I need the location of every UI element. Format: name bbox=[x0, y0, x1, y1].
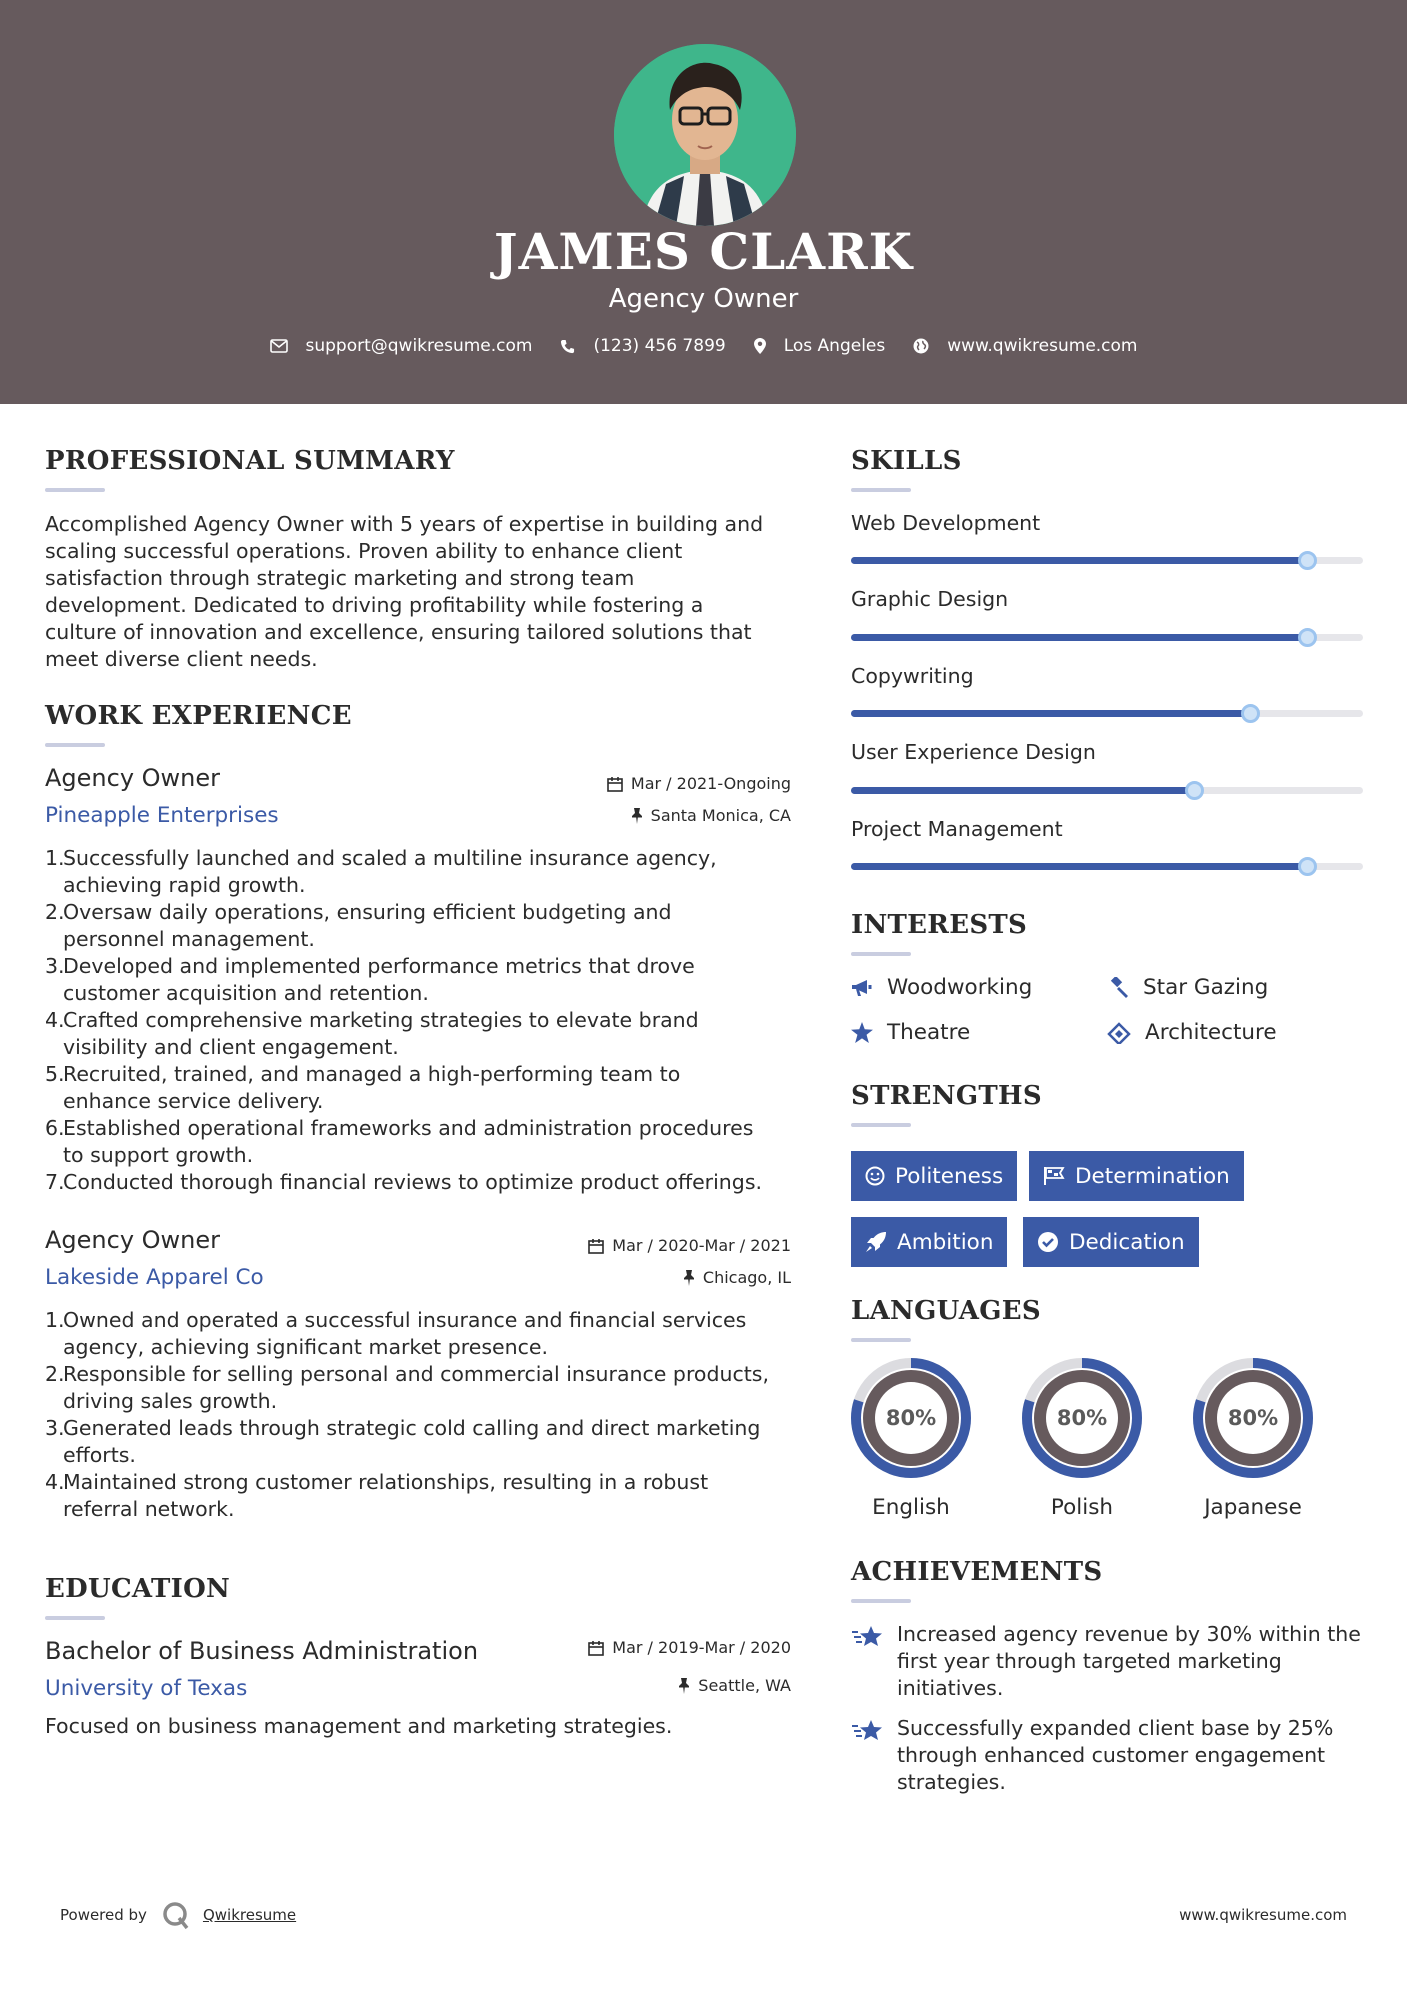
candidate-role: Agency Owner bbox=[608, 284, 799, 314]
location-text: Los Angeles bbox=[783, 336, 886, 356]
job-location-text: Chicago, IL bbox=[702, 1268, 791, 1287]
interest-label: Architecture bbox=[1145, 1020, 1277, 1045]
smile-icon bbox=[865, 1166, 885, 1186]
list-item bbox=[45, 1169, 805, 1196]
strength-label: Dedication bbox=[1069, 1229, 1185, 1255]
section-title-interests: INTERESTS bbox=[851, 910, 1028, 940]
summary-line: meet diverse client needs. bbox=[45, 647, 318, 671]
pushpin-icon bbox=[683, 1270, 695, 1286]
list-line: Responsible for selling personal and commercial insurance products, bbox=[63, 1362, 769, 1386]
strength-chip bbox=[851, 1151, 1017, 1201]
skill-bar-knob bbox=[1298, 857, 1317, 876]
section-title-languages: LANGUAGES bbox=[851, 1296, 1041, 1326]
skill-bar-knob bbox=[1298, 551, 1317, 570]
section-title-skills: SKILLS bbox=[851, 446, 962, 476]
achievement-line: initiatives. bbox=[897, 1676, 1004, 1700]
language-name: Japanese bbox=[1204, 1495, 1302, 1520]
skill-name: User Experience Design bbox=[851, 740, 1096, 764]
phone-text: (123) 456 7899 bbox=[593, 336, 726, 356]
achievement-text bbox=[897, 1715, 1333, 1796]
job-title: Agency Owner bbox=[45, 764, 221, 792]
strength-chip bbox=[851, 1217, 1007, 1267]
globe-icon bbox=[913, 338, 929, 354]
achievement-line: first year through targeted marketing bbox=[897, 1649, 1282, 1673]
skill-bar-fill bbox=[851, 634, 1307, 641]
skill-name: Graphic Design bbox=[851, 587, 1009, 611]
summary-line: culture of innovation and excellence, ensuring tailored solutions that bbox=[45, 620, 752, 644]
list-item bbox=[45, 1007, 805, 1061]
list-line: to support growth. bbox=[63, 1143, 254, 1167]
job-company: Lakeside Apparel Co bbox=[45, 1265, 264, 1290]
list-number: 7. bbox=[45, 1170, 65, 1194]
job-location-text: Santa Monica, CA bbox=[650, 806, 791, 825]
phone-icon bbox=[560, 339, 575, 354]
list-line: visibility and client engagement. bbox=[63, 1035, 399, 1059]
gavel-icon bbox=[1107, 977, 1129, 999]
list-number: 3. bbox=[45, 954, 65, 978]
education-location bbox=[678, 1676, 791, 1695]
pushpin-icon bbox=[678, 1678, 690, 1694]
achievement-item bbox=[851, 1621, 1371, 1702]
qwikresume-link[interactable]: Qwikresume bbox=[202, 1906, 297, 1924]
skill-bar-fill bbox=[851, 557, 1307, 564]
check-circle-icon bbox=[1037, 1231, 1059, 1253]
job-date-text: Mar / 2021-Ongoing bbox=[630, 774, 791, 793]
interest-item bbox=[851, 975, 1032, 1000]
calendar-icon bbox=[607, 776, 623, 792]
calendar-icon bbox=[588, 1238, 604, 1254]
language-percent: 80% bbox=[1227, 1406, 1279, 1430]
list-item bbox=[45, 1307, 805, 1361]
section-rule bbox=[851, 952, 911, 956]
person-portrait-icon bbox=[614, 44, 796, 226]
skill-bar-knob bbox=[1298, 628, 1317, 647]
interest-item bbox=[851, 1020, 970, 1045]
section-rule bbox=[851, 488, 911, 492]
list-line: Generated leads through strategic cold calling and direct marketing bbox=[63, 1416, 761, 1440]
achievement-line: Successfully expanded client base by 25% bbox=[897, 1716, 1334, 1740]
language-percent: 80% bbox=[1056, 1406, 1108, 1430]
footer-website[interactable]: www.qwikresume.com bbox=[1179, 1906, 1347, 1924]
list-line: Successfully launched and scaled a multiline insurance agency, bbox=[63, 846, 717, 870]
shooting-star-icon bbox=[851, 1717, 885, 1745]
list-line: Crafted comprehensive marketing strategies to elevate brand bbox=[63, 1008, 699, 1032]
pushpin-icon bbox=[631, 808, 643, 824]
list-line: personnel management. bbox=[63, 927, 315, 951]
powered-by-text: Powered by bbox=[60, 1906, 147, 1924]
list-item bbox=[45, 1061, 805, 1115]
achievement-line: strategies. bbox=[897, 1770, 1006, 1794]
skill-bar-knob bbox=[1241, 704, 1260, 723]
list-number: 6. bbox=[45, 1116, 65, 1140]
skill-bar-fill bbox=[851, 710, 1250, 717]
list-item bbox=[45, 899, 805, 953]
job-date bbox=[588, 1236, 791, 1255]
language-ring bbox=[1192, 1357, 1314, 1479]
shooting-star-icon bbox=[851, 1623, 885, 1651]
strength-chip bbox=[1029, 1151, 1244, 1201]
qwikresume-logo-icon bbox=[161, 1900, 191, 1930]
list-number: 2. bbox=[45, 900, 65, 924]
job-responsibilities bbox=[45, 1307, 805, 1523]
skill-bar bbox=[851, 787, 1363, 794]
language-item bbox=[1191, 1357, 1315, 1520]
language-name: Polish bbox=[1050, 1495, 1114, 1520]
list-number: 5. bbox=[45, 1062, 65, 1086]
list-line: Developed and implemented performance metrics that drove bbox=[63, 954, 695, 978]
list-line: enhance service delivery. bbox=[63, 1089, 324, 1113]
school-name: University of Texas bbox=[45, 1676, 248, 1701]
list-item bbox=[45, 845, 805, 899]
summary-line: satisfaction through strategic marketing and strong team bbox=[45, 566, 635, 590]
job-date-text: Mar / 2020-Mar / 2021 bbox=[612, 1236, 791, 1255]
list-number: 1. bbox=[45, 846, 65, 870]
interest-label: Woodworking bbox=[887, 975, 1033, 1000]
section-rule bbox=[45, 743, 105, 747]
list-line: referral network. bbox=[63, 1497, 235, 1521]
interest-item bbox=[1107, 1020, 1277, 1045]
list-line: Owned and operated a successful insurance and financial services bbox=[63, 1308, 747, 1332]
summary-line: Accomplished Agency Owner with 5 years of expertise in building and bbox=[45, 512, 764, 536]
list-line: agency, achieving significant market presence. bbox=[63, 1335, 549, 1359]
summary-line: scaling successful operations. Proven ability to enhance client bbox=[45, 539, 683, 563]
contact-website[interactable] bbox=[913, 336, 1137, 356]
skill-bar bbox=[851, 863, 1363, 870]
summary-text bbox=[45, 511, 795, 673]
job-company: Pineapple Enterprises bbox=[45, 803, 279, 828]
list-line: Established operational frameworks and administration procedures bbox=[63, 1116, 754, 1140]
list-line: efforts. bbox=[63, 1443, 136, 1467]
education-description: Focused on business management and marketing strategies. bbox=[45, 1714, 673, 1738]
skill-bar-knob bbox=[1185, 781, 1204, 800]
ticket-icon bbox=[1107, 1022, 1131, 1044]
profile-photo bbox=[614, 44, 796, 226]
envelope-icon bbox=[270, 339, 288, 353]
interest-label: Theatre bbox=[887, 1020, 971, 1045]
skill-bar bbox=[851, 557, 1363, 564]
section-title-education: EDUCATION bbox=[45, 1574, 231, 1604]
strength-label: Ambition bbox=[897, 1229, 994, 1255]
star-icon bbox=[851, 1022, 873, 1043]
list-line: Conducted thorough financial reviews to optimize product offerings. bbox=[63, 1170, 763, 1194]
section-rule bbox=[45, 1616, 105, 1620]
resume-header bbox=[0, 0, 1407, 404]
achievement-item bbox=[851, 1715, 1371, 1796]
list-number: 4. bbox=[45, 1470, 65, 1494]
section-rule bbox=[851, 1123, 911, 1127]
language-item bbox=[1020, 1357, 1144, 1520]
section-title-strengths: STRENGTHS bbox=[851, 1081, 1042, 1111]
job-responsibilities bbox=[45, 845, 805, 1196]
list-number: 1. bbox=[45, 1308, 65, 1332]
achievement-line: Increased agency revenue by 30% within the bbox=[897, 1622, 1361, 1646]
list-line: Maintained strong customer relationships, resulting in a robust bbox=[63, 1470, 709, 1494]
list-item bbox=[45, 1415, 805, 1469]
job-location bbox=[631, 806, 791, 825]
skill-name: Copywriting bbox=[851, 664, 974, 688]
contact-location bbox=[754, 336, 886, 356]
flag-icon bbox=[1043, 1166, 1065, 1186]
section-title-summary: PROFESSIONAL SUMMARY bbox=[45, 446, 455, 476]
language-name: English bbox=[872, 1495, 950, 1520]
section-rule bbox=[851, 1338, 911, 1342]
interest-item bbox=[1107, 975, 1268, 1000]
list-line: Recruited, trained, and managed a high-performing team to bbox=[63, 1062, 681, 1086]
education-date-text: Mar / 2019-Mar / 2020 bbox=[612, 1638, 791, 1657]
education-location-text: Seattle, WA bbox=[698, 1676, 791, 1695]
skill-bar-fill bbox=[851, 863, 1307, 870]
section-title-achievements: ACHIEVEMENTS bbox=[851, 1557, 1103, 1587]
achievement-line: through enhanced customer engagement bbox=[897, 1743, 1326, 1767]
website-text: www.qwikresume.com bbox=[947, 336, 1138, 356]
section-title-experience: WORK EXPERIENCE bbox=[45, 701, 352, 731]
footer-powered-by bbox=[60, 1900, 296, 1930]
candidate-name: JAMES CLARK bbox=[493, 222, 914, 281]
skill-bar bbox=[851, 634, 1363, 641]
education-date bbox=[588, 1638, 791, 1657]
language-percent: 80% bbox=[885, 1406, 937, 1430]
language-ring bbox=[1021, 1357, 1143, 1479]
list-number: 3. bbox=[45, 1416, 65, 1440]
list-item bbox=[45, 1115, 805, 1169]
email-text: support@qwikresume.com bbox=[305, 336, 533, 356]
contact-email[interactable] bbox=[270, 336, 533, 356]
skill-name: Project Management bbox=[851, 817, 1063, 841]
list-item bbox=[45, 1361, 805, 1415]
interest-label: Star Gazing bbox=[1143, 975, 1269, 1000]
job-title: Agency Owner bbox=[45, 1226, 221, 1254]
list-line: achieving rapid growth. bbox=[63, 873, 306, 897]
calendar-icon bbox=[588, 1640, 604, 1656]
language-item bbox=[849, 1357, 973, 1520]
list-item bbox=[45, 1469, 805, 1523]
list-line: driving sales growth. bbox=[63, 1389, 278, 1413]
language-ring bbox=[850, 1357, 972, 1479]
rocket-icon bbox=[865, 1231, 887, 1253]
skill-name: Web Development bbox=[851, 511, 1041, 535]
strength-label: Determination bbox=[1075, 1163, 1230, 1189]
list-item bbox=[45, 953, 805, 1007]
section-rule bbox=[45, 488, 105, 492]
section-rule bbox=[851, 1599, 911, 1603]
strength-label: Politeness bbox=[895, 1163, 1004, 1189]
summary-line: development. Dedicated to driving profitability while fostering a bbox=[45, 593, 704, 617]
skill-bar-fill bbox=[851, 787, 1194, 794]
job-location bbox=[683, 1268, 791, 1287]
megaphone-icon bbox=[851, 978, 873, 998]
achievement-text bbox=[897, 1621, 1361, 1702]
strength-chip bbox=[1023, 1217, 1199, 1267]
list-line: Oversaw daily operations, ensuring efficient budgeting and bbox=[63, 900, 672, 924]
job-date bbox=[607, 774, 791, 793]
list-number: 4. bbox=[45, 1008, 65, 1032]
list-number: 2. bbox=[45, 1362, 65, 1386]
skill-bar bbox=[851, 710, 1363, 717]
degree-title: Bachelor of Business Administration bbox=[45, 1637, 479, 1665]
map-pin-icon bbox=[754, 338, 766, 354]
list-line: customer acquisition and retention. bbox=[63, 981, 429, 1005]
contact-phone[interactable] bbox=[560, 336, 725, 356]
contact-bar bbox=[0, 336, 1407, 356]
